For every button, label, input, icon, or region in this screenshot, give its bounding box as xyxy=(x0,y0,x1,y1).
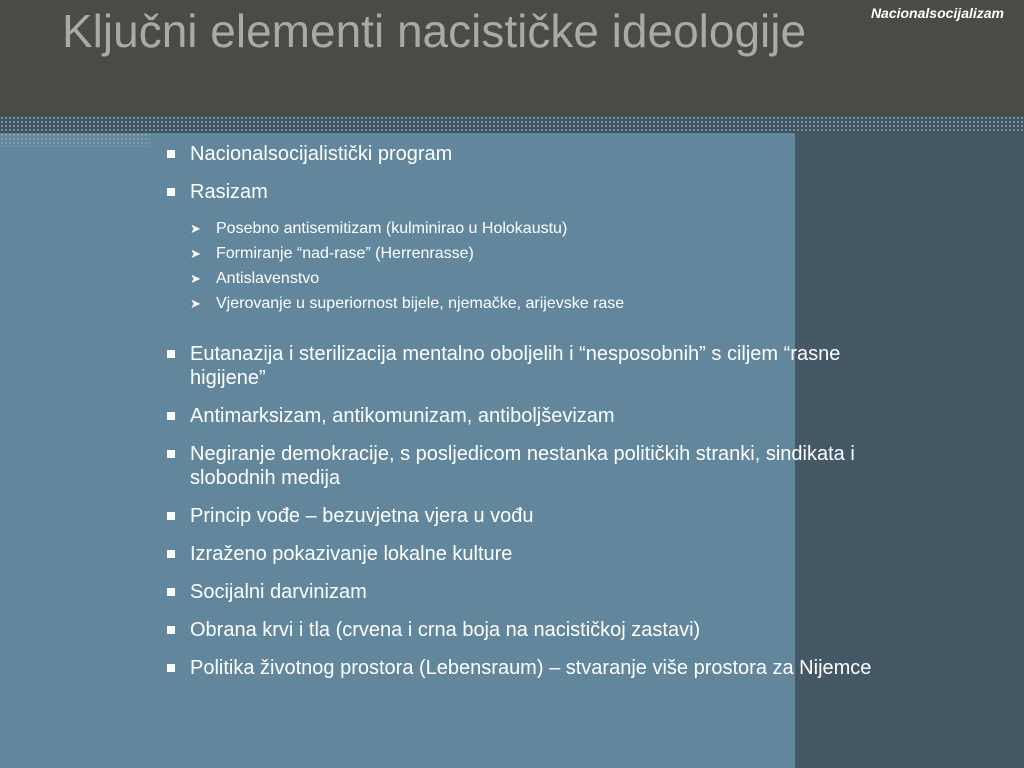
header-tag: Nacionalsocijalizam xyxy=(870,5,1004,21)
dotted-divider xyxy=(0,116,1024,133)
list-item-text: Nacionalsocijalistički program xyxy=(190,143,453,165)
sub-list-item xyxy=(190,216,896,241)
square-bullet-icon xyxy=(167,350,175,358)
list-item-text: Negiranje demokracije, s posljedicom nestanka političkih stranki, sindikata i slobodnih medija xyxy=(190,443,855,489)
square-bullet-icon xyxy=(167,412,175,420)
list-item xyxy=(166,342,896,390)
slide-title: Ključni elementi nacističke ideologije xyxy=(62,5,807,57)
square-bullet-icon xyxy=(167,626,175,634)
sub-list-item xyxy=(190,291,896,316)
list-item-text: Rasizam xyxy=(190,181,268,203)
list-item xyxy=(166,618,896,642)
list-item xyxy=(166,542,896,566)
list-item xyxy=(166,404,896,428)
square-bullet-icon xyxy=(167,664,175,672)
square-bullet-icon xyxy=(167,512,175,520)
list-item xyxy=(166,180,896,316)
list-item-text: Obrana krvi i tla (crvena i crna boja na nacističkoj zastavi) xyxy=(190,619,701,641)
list-item-text: Socijalni darvinizam xyxy=(190,581,367,603)
dotted-divider-accent xyxy=(0,133,150,147)
sub-list-item xyxy=(190,266,896,291)
sub-list-item xyxy=(190,241,896,266)
sub-list-item-text: Vjerovanje u superiornost bijele, njemačke, arijevske rase xyxy=(216,295,625,312)
arrow-bullet-icon: ➤ xyxy=(190,246,201,261)
arrow-bullet-icon: ➤ xyxy=(190,271,201,286)
list-item-text: Politika životnog prostora (Lebensraum) – stvaranje više prostora za Nijemce xyxy=(190,657,872,679)
arrow-bullet-icon: ➤ xyxy=(190,221,201,236)
list-item xyxy=(166,656,896,680)
square-bullet-icon xyxy=(167,450,175,458)
list-item xyxy=(166,580,896,604)
sub-list-item-text: Posebno antisemitizam (kulminirao u Holokaustu) xyxy=(216,220,568,237)
list-item xyxy=(166,142,896,166)
list-item xyxy=(166,504,896,528)
list-item-text: Izraženo pokazivanje lokalne kulture xyxy=(190,543,513,565)
list-spacer xyxy=(166,330,896,342)
list-item-text: Princip vođe – bezuvjetna vjera u vođu xyxy=(190,505,534,527)
square-bullet-icon xyxy=(167,188,175,196)
square-bullet-icon xyxy=(167,588,175,596)
square-bullet-icon xyxy=(167,550,175,558)
square-bullet-icon xyxy=(167,150,175,158)
bullet-list xyxy=(166,142,896,694)
list-item-text: Antimarksizam, antikomunizam, antiboljševizam xyxy=(190,405,615,427)
list-item xyxy=(166,442,896,490)
sub-list-item-text: Antislavenstvo xyxy=(216,270,320,287)
arrow-bullet-icon: ➤ xyxy=(190,296,201,311)
sub-list-item-text: Formiranje “nad-rase” (Herrenrasse) xyxy=(216,245,474,262)
sub-bullet-list xyxy=(190,216,896,316)
list-item-text: Eutanazija i sterilizacija mentalno oboljelih i “nesposobnih” s ciljem “rasne higijene” xyxy=(190,343,841,389)
